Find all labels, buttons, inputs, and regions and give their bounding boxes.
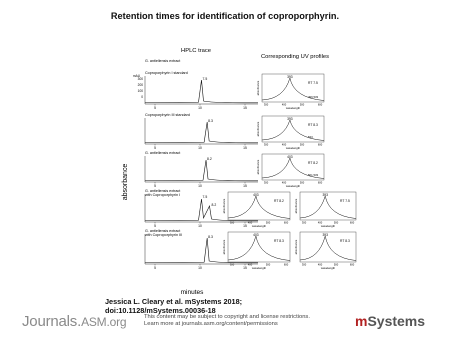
uv-x-label: wavelength bbox=[285, 184, 301, 188]
hplc-trace bbox=[145, 199, 258, 221]
hplc-header: HPLC trace bbox=[181, 48, 211, 54]
uv-rt-label: RT 8.2 bbox=[308, 161, 318, 165]
uv-peak-label: 393 bbox=[322, 193, 328, 197]
hplc-peak-label: 8.3 bbox=[208, 235, 213, 239]
uv-x-label: wavelength bbox=[251, 266, 267, 270]
msystems-m: m bbox=[355, 313, 368, 329]
hplc-tick-label: 10 bbox=[198, 146, 202, 150]
uv-rt-label: RT 8.3 bbox=[340, 239, 350, 243]
uv-box bbox=[228, 192, 290, 220]
hplc-panel-label: Coproporphyrin I standard bbox=[145, 71, 188, 75]
uv-tick-label: 600 bbox=[349, 221, 355, 225]
uv-rt-label: RT 8.2 bbox=[274, 199, 284, 203]
uv-minor-peaks: 501 533 bbox=[308, 173, 319, 177]
uv-minor-peaks: 533 bbox=[308, 135, 313, 139]
uv-tick-label: 400 bbox=[281, 103, 287, 107]
legal-notice bbox=[144, 314, 310, 328]
uv-tick-label: 300 bbox=[229, 221, 235, 225]
hplc-tick-label: 5 bbox=[154, 106, 156, 110]
hplc-tick-label: 10 bbox=[198, 224, 202, 228]
uv-tick-label: 600 bbox=[283, 263, 289, 267]
uv-y-label: absorbance bbox=[222, 239, 226, 255]
uv-y-label: absorbance bbox=[256, 121, 260, 137]
uv-tick-label: 400 bbox=[281, 143, 287, 147]
hplc-tick-label: 15 bbox=[243, 146, 247, 150]
uv-peak-label: 393 bbox=[287, 117, 293, 121]
hplc-peak-label: 8.3 bbox=[208, 119, 213, 123]
uv-y-label: absorbance bbox=[256, 159, 260, 175]
uv-peak-label: 393 bbox=[287, 75, 293, 79]
uv-y-label: absorbance bbox=[294, 198, 298, 214]
uv-box bbox=[228, 232, 290, 262]
uv-box bbox=[300, 192, 356, 220]
logo-org: ASM.org bbox=[81, 315, 127, 329]
uv-tick-label: 500 bbox=[299, 143, 305, 147]
hplc-panel-sublabel: with Coproporphyrin I bbox=[145, 193, 181, 197]
uv-tick-label: 600 bbox=[317, 143, 323, 147]
hplc-tick-label: 10 bbox=[198, 184, 202, 188]
legal-line-1: This content may be subject to copyright and license restrictions. bbox=[144, 314, 310, 320]
uv-tick-label: 300 bbox=[263, 181, 269, 185]
uv-box bbox=[300, 232, 356, 262]
hplc-peak-label: 7.5 bbox=[202, 195, 208, 199]
hplc-panel-sublabel: with Coproporphyrin III bbox=[145, 233, 183, 237]
uv-tick-label: 500 bbox=[299, 181, 305, 185]
hplc-tick-label: 5 bbox=[154, 224, 156, 228]
hplc-tick-label: 15 bbox=[243, 106, 247, 110]
logo-main: Journals. bbox=[22, 313, 82, 330]
msystems-rest: Systems bbox=[367, 313, 426, 329]
hplc-peak-label-2: 8.2 bbox=[211, 203, 217, 207]
uv-x-label: wavelength bbox=[285, 146, 301, 150]
uv-tick-label: 300 bbox=[229, 263, 235, 267]
mau-label: mAU bbox=[133, 74, 141, 78]
uv-peak-label: 393 bbox=[322, 233, 328, 237]
uv-tick-label: 300 bbox=[263, 143, 269, 147]
uv-tick-label: 400 bbox=[317, 263, 323, 267]
hplc-panel-label: G. antiellensis extract bbox=[145, 189, 181, 193]
uv-rt-label: RT 7.5 bbox=[340, 199, 350, 203]
hplc-peak-label: 8.2 bbox=[207, 157, 212, 161]
x-axis-label: minutes bbox=[180, 289, 204, 296]
uv-rt-label: RT 8.3 bbox=[308, 123, 318, 127]
uv-x-label: wavelength bbox=[320, 224, 336, 228]
citation-line-1: Jessica L. Cleary et al. mSystems 2018; bbox=[105, 297, 243, 306]
uv-peak-label: 403 bbox=[287, 155, 293, 159]
hplc-panel-label: G. antiellensis extract bbox=[145, 59, 181, 63]
hplc-trace bbox=[145, 122, 258, 143]
uv-peak-label: 403 bbox=[253, 233, 259, 237]
y-axis-label: absorbance bbox=[122, 163, 129, 201]
uv-tick-label: 500 bbox=[299, 103, 305, 107]
uv-tick-label: 600 bbox=[317, 181, 323, 185]
uv-rt-label: RT 7.5 bbox=[308, 81, 318, 85]
uv-x-label: wavelength bbox=[320, 266, 336, 270]
legal-line-2[interactable]: Learn more at journals.asm.org/content/permissions bbox=[144, 321, 278, 328]
mau-tick-label: 200 bbox=[137, 83, 143, 87]
uv-rt-label: RT 8.3 bbox=[274, 239, 284, 243]
hplc-tick-label: 5 bbox=[154, 266, 156, 270]
hplc-panel-label: G. antiellensis extract bbox=[145, 151, 181, 155]
journals-asm-logo[interactable] bbox=[22, 313, 126, 330]
hplc-tick-label: 5 bbox=[154, 184, 156, 188]
mau-tick-label: 0 bbox=[141, 95, 143, 99]
uv-header: Corresponding UV profiles bbox=[261, 54, 329, 60]
uv-tick-label: 400 bbox=[317, 221, 323, 225]
uv-peak-label: 403 bbox=[253, 193, 259, 197]
uv-y-label: absorbance bbox=[294, 239, 298, 255]
mau-tick-label: 100 bbox=[137, 89, 143, 93]
hplc-trace bbox=[145, 80, 258, 103]
uv-tick-label: 600 bbox=[283, 221, 289, 225]
uv-y-label: absorbance bbox=[222, 198, 226, 214]
uv-tick-label: 600 bbox=[349, 263, 355, 267]
uv-x-label: wavelength bbox=[251, 224, 267, 228]
hplc-trace bbox=[145, 238, 258, 263]
hplc-peak-label: 7.5 bbox=[202, 77, 208, 81]
uv-tick-label: 300 bbox=[263, 103, 269, 107]
hplc-tick-label: 10 bbox=[198, 266, 202, 270]
mau-tick-label: 300 bbox=[137, 77, 143, 81]
hplc-tick-label: 5 bbox=[154, 146, 156, 150]
uv-minor-peaks: 499 533 bbox=[308, 95, 319, 99]
uv-x-label: wavelength bbox=[285, 106, 301, 110]
figure-title: Retention times for identification of coproporphyrin. bbox=[110, 11, 340, 21]
uv-tick-label: 300 bbox=[301, 221, 307, 225]
uv-y-label: absorbance bbox=[256, 80, 260, 96]
uv-tick-label: 400 bbox=[247, 221, 253, 225]
hplc-tick-label: 15 bbox=[243, 224, 247, 228]
uv-tick-label: 400 bbox=[281, 181, 287, 185]
uv-tick-label: 300 bbox=[301, 263, 307, 267]
uv-tick-label: 500 bbox=[265, 263, 271, 267]
hplc-trace bbox=[145, 160, 258, 181]
hplc-panel-label: Coproporphyrin III standard bbox=[145, 113, 190, 117]
uv-tick-label: 500 bbox=[333, 221, 339, 225]
uv-tick-label: 500 bbox=[333, 263, 339, 267]
citation-line-2: doi:10.1128/mSystems.00036-18 bbox=[105, 305, 216, 315]
uv-tick-label: 400 bbox=[247, 263, 253, 267]
uv-tick-label: 600 bbox=[317, 103, 323, 107]
hplc-tick-label: 15 bbox=[243, 266, 247, 270]
msystems-logo[interactable] bbox=[355, 313, 425, 329]
hplc-tick-label: 15 bbox=[243, 184, 247, 188]
uv-tick-label: 500 bbox=[265, 221, 271, 225]
hplc-tick-label: 10 bbox=[198, 106, 202, 110]
uv-box bbox=[262, 116, 324, 142]
hplc-panel-label: G. antiellensis extract bbox=[145, 229, 181, 233]
